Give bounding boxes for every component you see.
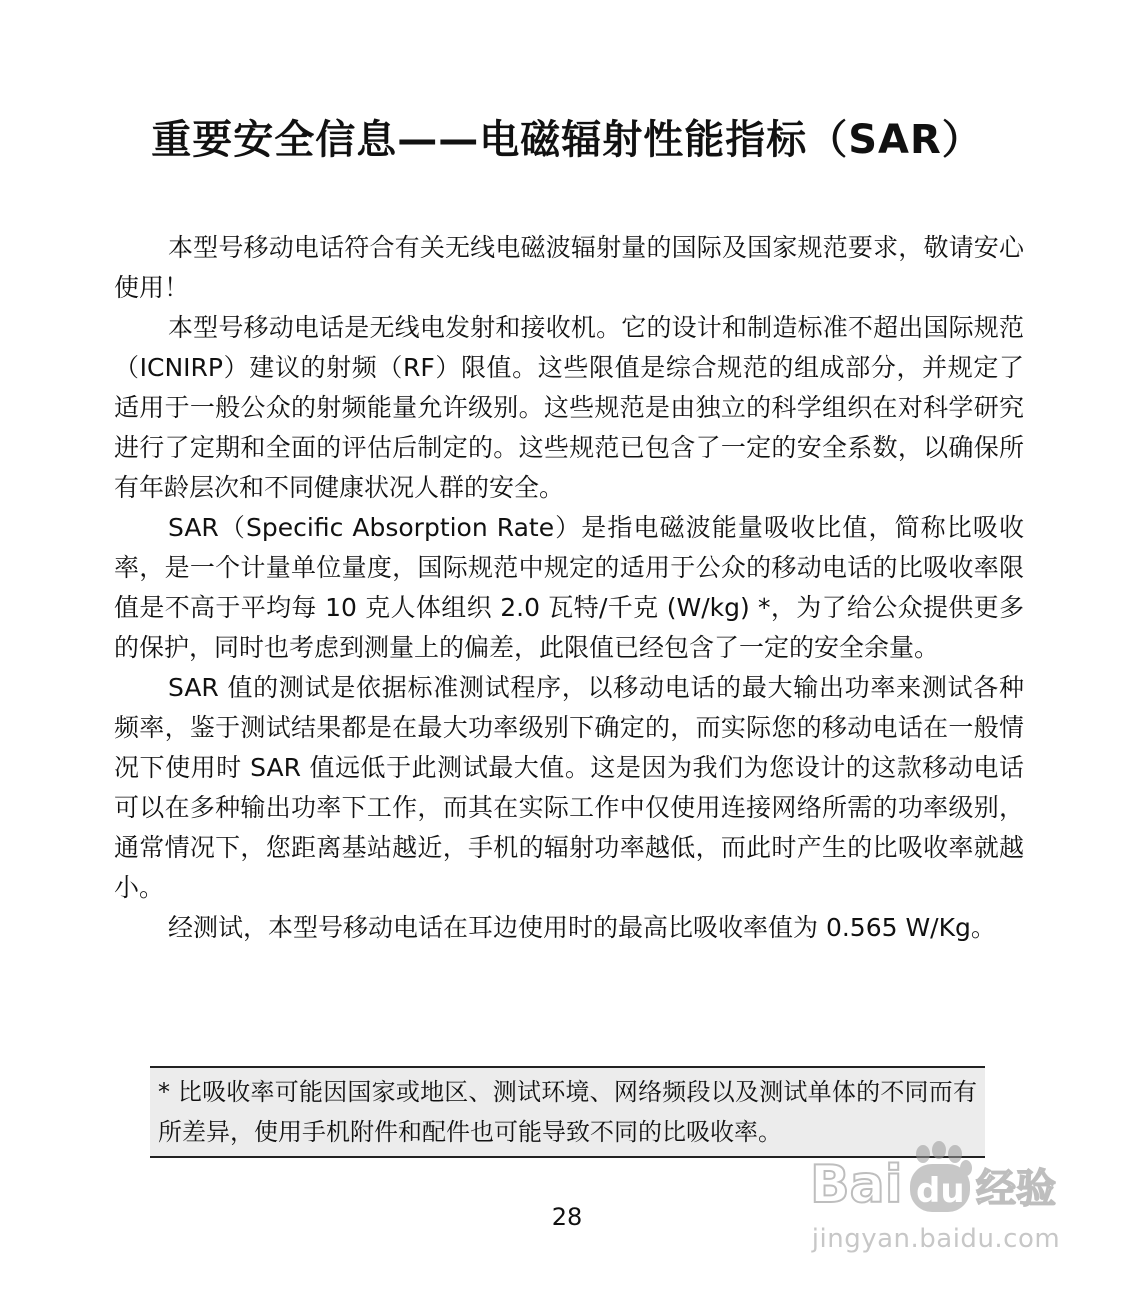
baidu-jingyan-watermark <box>806 1136 1066 1266</box>
svg-text:du: du <box>916 1171 965 1211</box>
paragraph-test-result: 经测试，本型号移动电话在耳边使用时的最高比吸收率值为 0.565 W/Kg。 <box>168 913 996 942</box>
page-number: 28 <box>551 1203 583 1231</box>
paragraph-intro: 本型号移动电话符合有关无线电磁波辐射量的国际及国家规范要求，敬请安心使用！ <box>114 233 1024 302</box>
paragraph-icnirp: 本型号移动电话是无线电发射和接收机。它的设计和制造标准不超出国际规范（ICNIRP）建议的射频（RF）限值。这些限值是综合规范的组成部分，并规定了适用于一般公众的射频能量允许级别。这些规范是由独立的科学组织在对科学研究进行了定期和全面的评估后制定的。这些规范已包含了一定的安全系数，以确保所有年龄层次和不同健康状况人群的安全。 <box>114 313 1024 502</box>
footnote-text: * 比吸收率可能因国家或地区、测试环境、网络频段以及测试单体的不同而有所差异，使用手机附件和配件也可能导致不同的比吸收率。 <box>158 1078 977 1146</box>
baidu-jingyan-logo <box>806 1136 1066 1226</box>
svg-text:经验: 经验 <box>976 1166 1056 1212</box>
paragraph-sar-definition: SAR（Specific Absorption Rate）是指电磁波能量吸收比值，简称比吸收率，是一个计量单位量度，国际规范中规定的适用于公众的移动电话的比吸收率限值是不高于平均每 10 克人体组织 2.0 瓦特/千克 (W/kg) *，为了给公众提供更多的保护，同时也考虑到测量上的偏差，此限值已经包含了一定的安全余量。 <box>114 513 1024 662</box>
body-text <box>114 228 1024 948</box>
svg-text:Bai: Bai <box>810 1155 903 1215</box>
watermark-url: jingyan.baidu.com <box>811 1224 1061 1254</box>
page-title: 重要安全信息——电磁辐射性能指标（SAR） <box>151 117 983 163</box>
paragraph-sar-testing: SAR 值的测试是依据标准测试程序，以移动电话的最大输出功率来测试各种频率，鉴于测试结果都是在最大功率级别下确定的，而实际您的移动电话在一般情况下使用时 SAR 值远低于此测试最大值。这是因为我们为您设计的这款移动电话可以在多种输出功率下工作，而其在实际工作中仅使用连接网络所需的功率级别，通常情况下，您距离基站越近，手机的辐射功率越低，而此时产生的比吸收率就越小。 <box>114 673 1024 902</box>
